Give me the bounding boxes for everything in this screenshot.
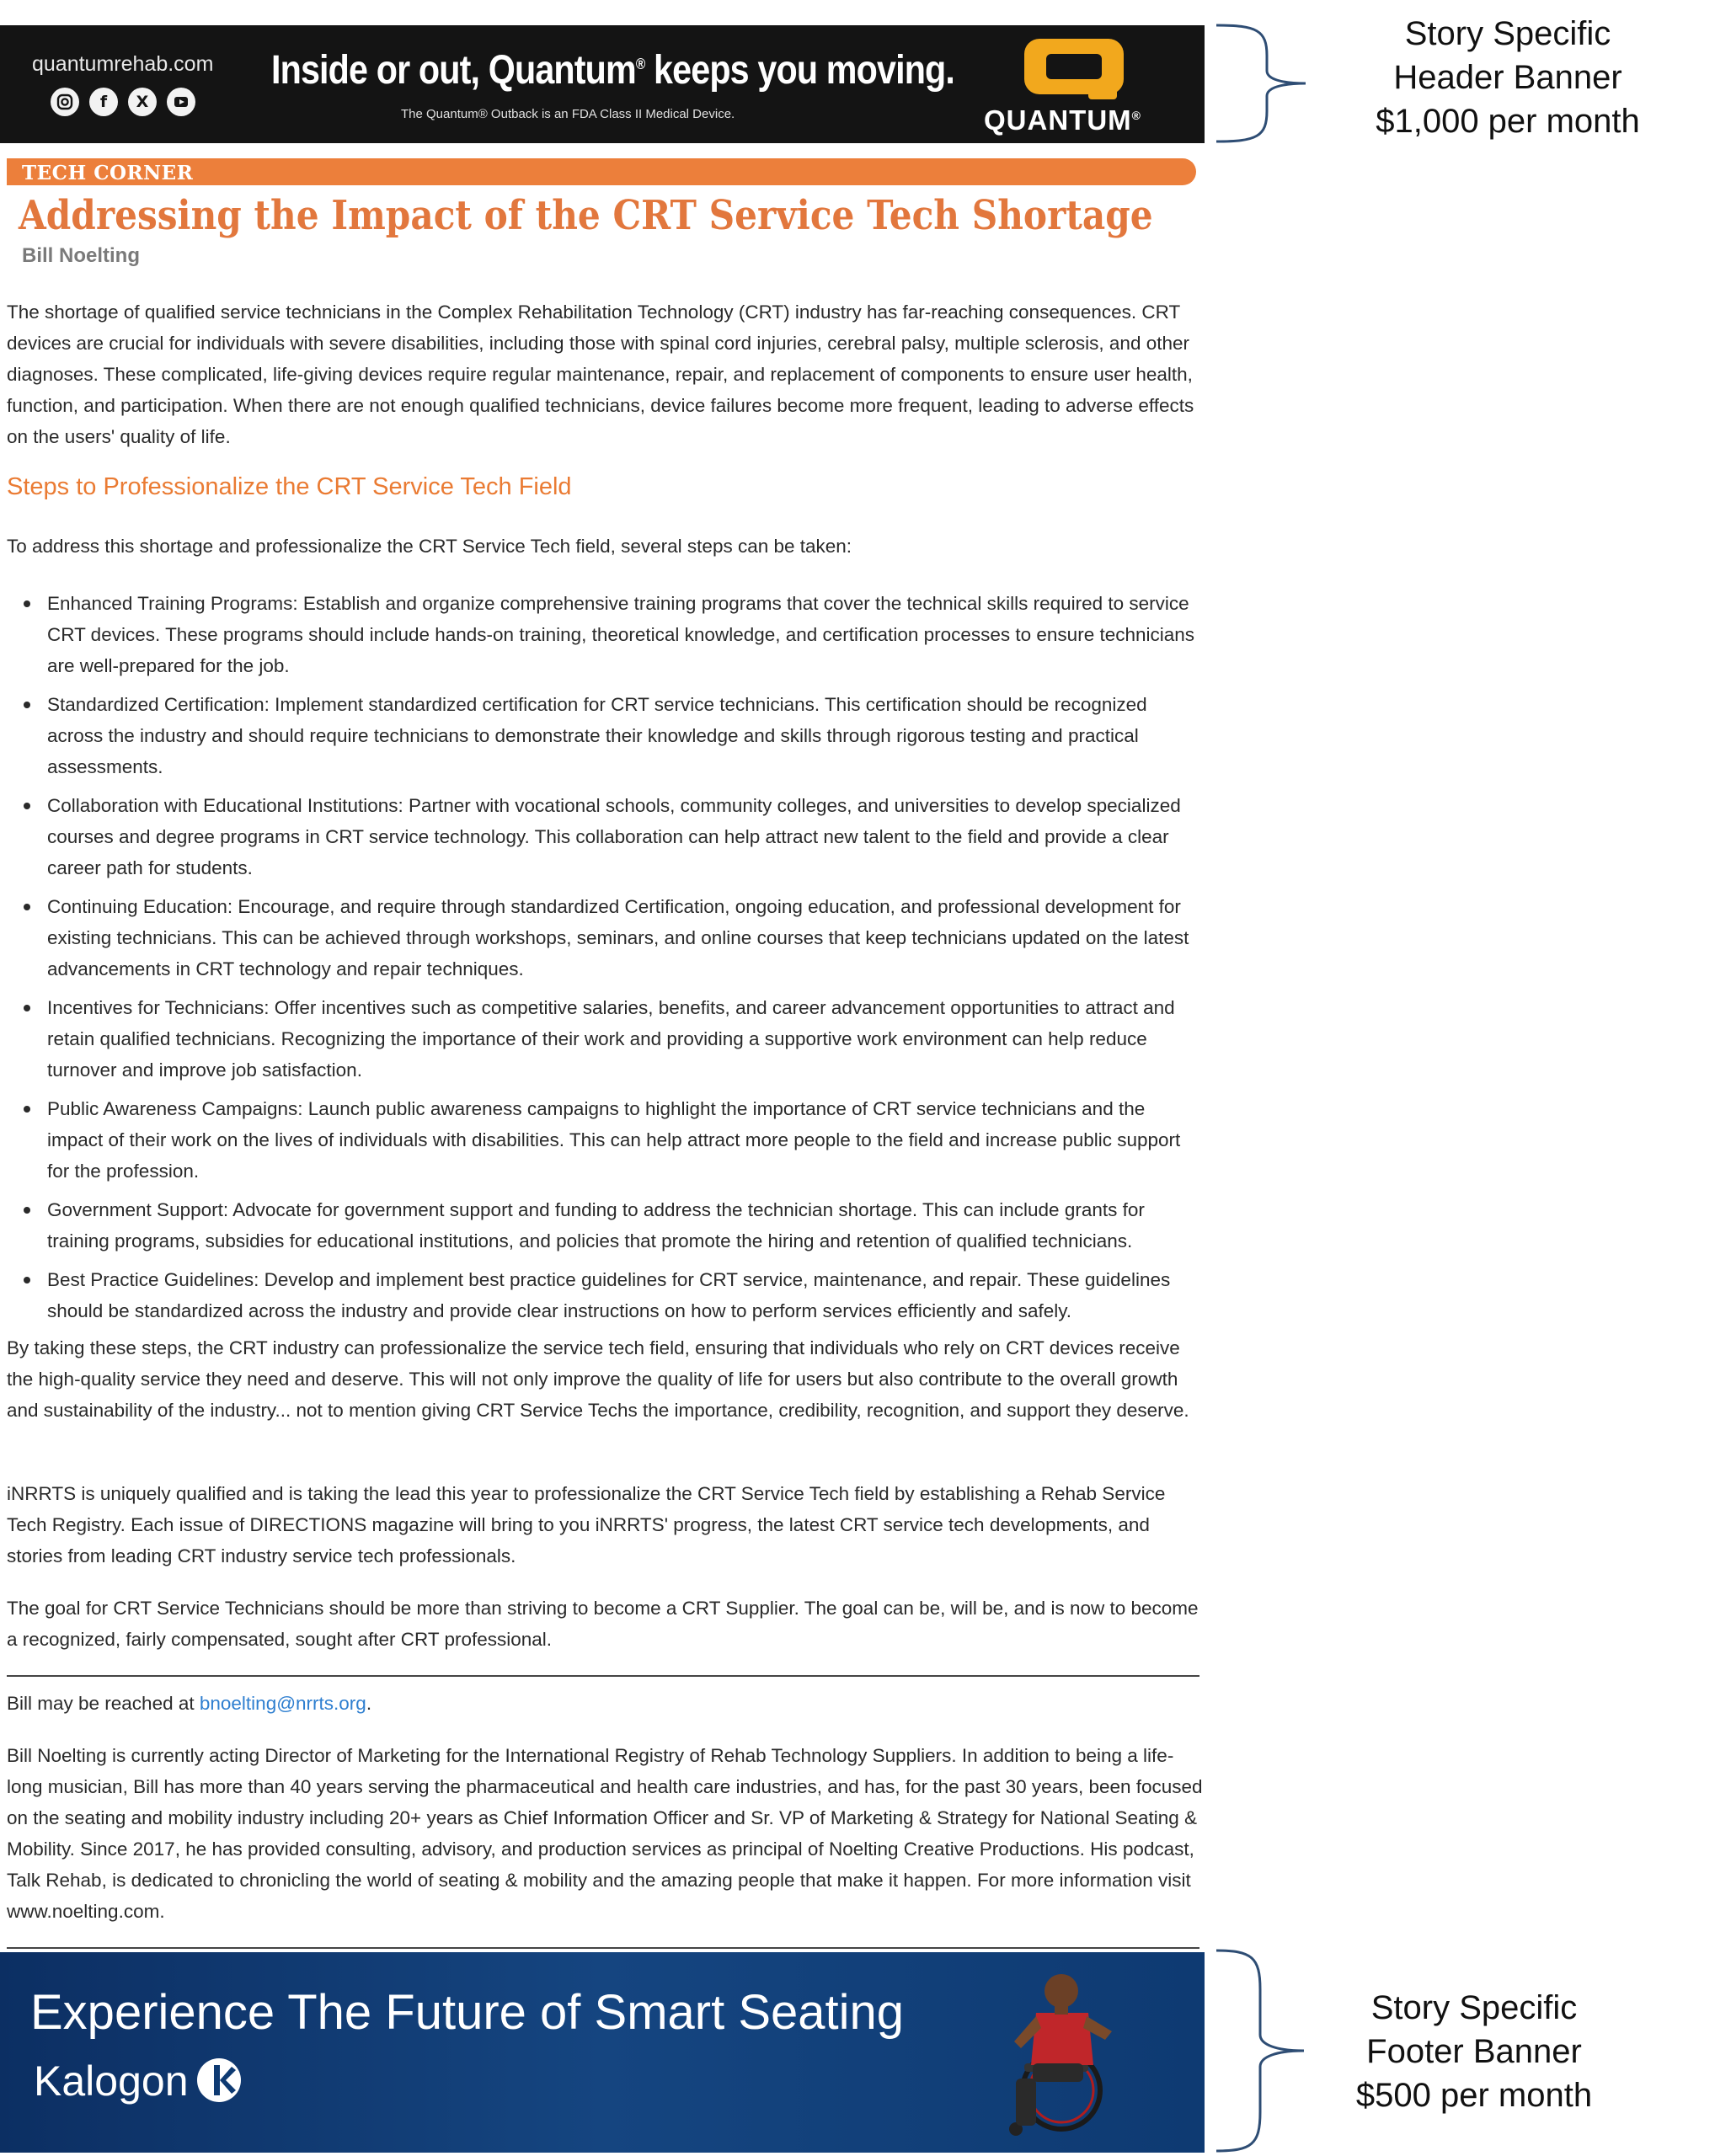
article-title: Addressing the Impact of the CRT Service Tech Shortage xyxy=(19,192,1153,239)
list-item: Standardized Certification: Implement standardized certification for CRT service technicians. This certification should be recognized across the industry and should require technicians to demonstrate their knowledge and skills through rigorous testing and practical assessments. xyxy=(7,689,1203,782)
divider xyxy=(7,1675,1199,1677)
author-bio: Bill Noelting is currently acting Director of Marketing for the International Registry of Rehab Technology Suppliers. In addition to being a life-long musician, Bill has more than 40 years serving the pharmaceutical and health care industries, and has, for the past 30 years, been focused on the seating and mobility industry including 20+ years as Chief Information Officer and Sr. VP of Marketing & Strategy for National Seating & Mobility. Since 2017, he has provided consulting, advisory, and production services as principal of Noelting Creative Productions. His podcast, Talk Rehab, is dedicated to chronicling the world of seating & mobility and the amazing people that make it happen. For more information visit www.noelting.com. xyxy=(7,1745,1203,1922)
email-link[interactable]: bnoelting@nrrts.org xyxy=(199,1693,366,1714)
section-bar xyxy=(7,158,1196,185)
section-heading: Steps to Professionalize the CRT Service Tech Field xyxy=(7,473,572,500)
intro-paragraph: The shortage of qualified service technicians in the Complex Rehabilitation Technology (CRT) industry has far-reaching consequences. CRT devices are crucial for individuals with severe disabilities, including those with spinal cord injuries, cerebral palsy, multiple sclerosis, and other diagnoses. These complicated, life-giving devices require regular maintenance, repair, and replacement of components to ensure user health, function, and participation. When there are not enough qualified technicians, device failures become more frequent, leading to adverse effects on the users' quality of life. xyxy=(7,302,1194,447)
steps-list xyxy=(7,588,1203,1334)
social-icons xyxy=(51,88,195,116)
divider xyxy=(7,1947,1199,1949)
list-item: Government Support: Advocate for government support and funding to address the technician shortage. This can include grants for training programs, subsidies for educational institutions, and policies that promote the hiring and retention of qualified technicians. xyxy=(7,1194,1203,1257)
x-icon[interactable]: X xyxy=(128,88,157,116)
kalogon-wordmark: Kalogon xyxy=(34,2057,189,2105)
lead-in-paragraph: To address this shortage and professionalize the CRT Service Tech field, several steps can be taken: xyxy=(7,536,852,557)
goal-paragraph: The goal for CRT Service Technicians should be more than striving to become a CRT Supplier. The goal can be, will be, and is now to become a recognized, fairly compensated, sought after CRT professional. xyxy=(7,1598,1199,1650)
section-label: TECH CORNER xyxy=(22,162,194,184)
list-item: Best Practice Guidelines: Develop and implement best practice guidelines for CRT service, maintenance, and repair. These guidelines should be standardized across the industry and provide clear instructions on how to perform services efficiently and safely. xyxy=(7,1264,1203,1326)
footer-banner-annotation: Story Specific Footer Banner $500 per month xyxy=(1355,1989,1593,2114)
registry-paragraph: iNRRTS is uniquely qualified and is taking the lead this year to professionalize the CRT Service Tech field by establishing a Rehab Service Tech Registry. Each issue of DIRECTIONS magazine will bring to you iNRRTS' progress, the latest CRT service tech developments, and stories from leading CRT industry service tech professionals. xyxy=(7,1483,1166,1566)
wheelchair-user-image xyxy=(994,1964,1129,2149)
list-item: Continuing Education: Encourage, and require through standardized Certification, ongoing education, and professional development for existing technicians. This can be achieved through workshops, seminars, and online courses that keep technicians updated on the latest advancements in CRT technology and repair techniques. xyxy=(7,891,1203,985)
instagram-icon[interactable] xyxy=(51,88,79,116)
list-item: Public Awareness Campaigns: Launch public awareness campaigns to highlight the importance of CRT service technicians and the impact of their work on the lives of individuals with disabilities. This can help attract more people to the field and increase public support for the profession. xyxy=(7,1093,1203,1187)
header-banner-annotation: Story Specific Header Banner $1,000 per month xyxy=(1376,15,1640,140)
facebook-icon[interactable]: f xyxy=(89,88,118,116)
author-byline: Bill Noelting xyxy=(22,244,140,267)
list-item: Enhanced Training Programs: Establish and organize comprehensive training programs that cover the technical skills required to service CRT devices. These programs should include hands-on training, theoretical knowledge, and certification processes to ensure technicians are well-prepared for the job. xyxy=(7,588,1203,681)
header-brace-icon xyxy=(1206,22,1324,145)
closing-paragraph: By taking these steps, the CRT industry can professionalize the service tech field, ensuring that individuals who rely on CRT devices receive the high-quality service they need and deserve. This will not only improve the quality of life for users but also contribute to the overall growth and sustainability of the industry... not to mention giving CRT Service Techs the importance, credibility, recognition, and support they deserve. xyxy=(7,1337,1189,1421)
youtube-icon[interactable] xyxy=(167,88,195,116)
header-banner[interactable] xyxy=(0,25,1205,143)
ad-disclaimer: The Quantum® Outback is an FDA Class II Medical Device. xyxy=(401,107,735,121)
footer-banner[interactable] xyxy=(0,1952,1205,2153)
list-item: Incentives for Technicians: Offer incentives such as competitive salaries, benefits, and career advancement opportunities to attract and retain qualified technicians. Recognizing the importance of their work and providing a supportive work environment can help reduce turnover and improve job satisfaction. xyxy=(7,992,1203,1086)
contact-line: Bill may be reached at bnoelting@nrrts.org. xyxy=(7,1693,372,1714)
list-item: Collaboration with Educational Institutions: Partner with vocational schools, community colleges, and universities to develop specialized courses and degree programs in CRT service technology. This collaboration can help attract new talent to the field and provide a clear career path for students. xyxy=(7,790,1203,883)
quantum-logo-icon xyxy=(1018,34,1130,104)
ad-tagline: Inside or out, Quantum® keeps you moving. xyxy=(271,48,955,93)
advertiser-site-link[interactable]: quantumrehab.com xyxy=(32,52,214,76)
ad-headline: Experience The Future of Smart Seating xyxy=(30,1985,905,2040)
kalogon-logo-icon xyxy=(194,2055,244,2105)
quantum-wordmark: QUANTUM® xyxy=(984,104,1141,136)
